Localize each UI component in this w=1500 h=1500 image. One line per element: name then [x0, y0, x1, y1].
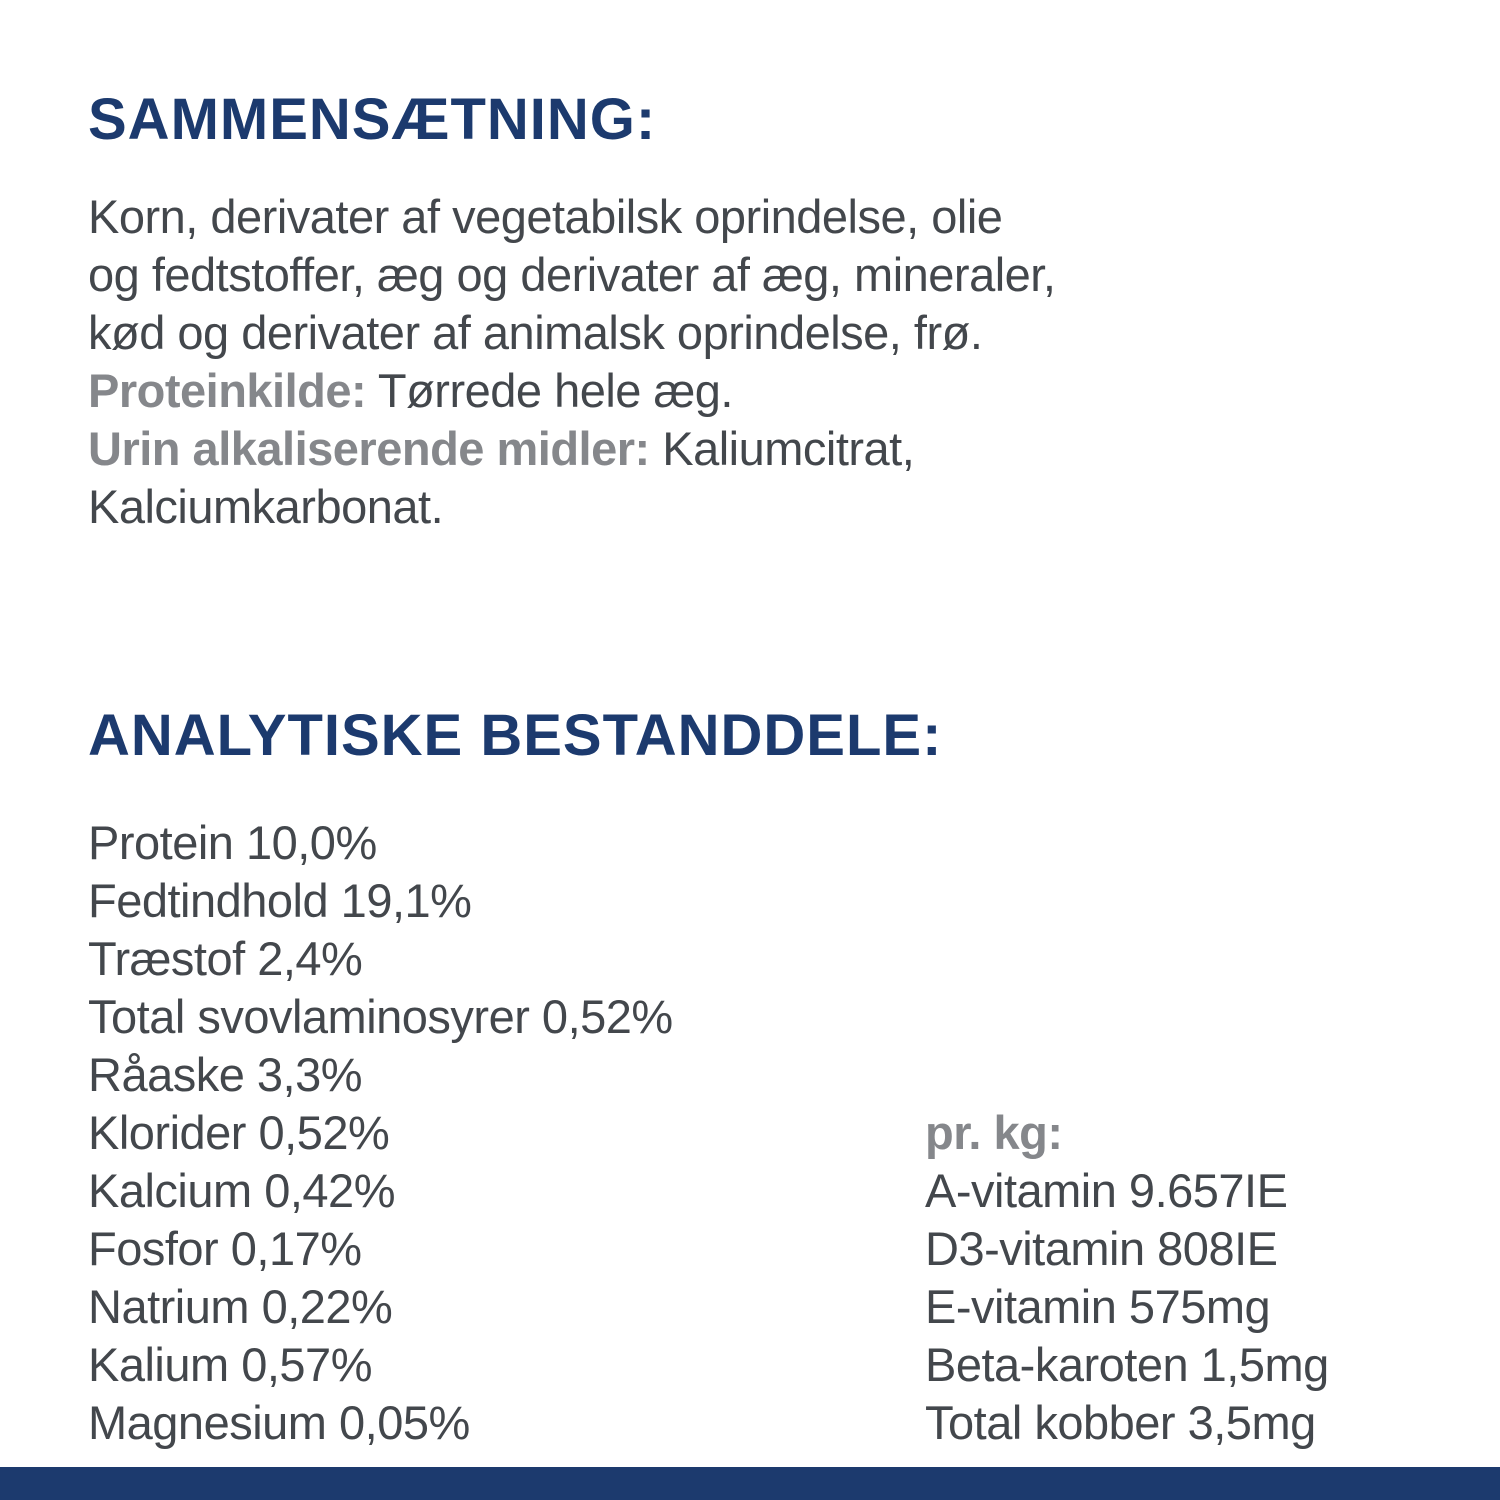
per-kg-item: E-vitamin 575mg: [925, 1280, 1271, 1333]
per-kg-item: A-vitamin 9.657IE: [925, 1164, 1288, 1217]
analytical-item: Natrium 0,22%: [88, 1280, 393, 1333]
analytical-item: Kalcium 0,42%: [88, 1164, 395, 1217]
composition-paragraph: [88, 188, 1055, 536]
urine-alkalizing-line: [88, 420, 1055, 478]
composition-line: og fedtstoffer, æg og derivater af æg, mineraler,: [88, 248, 1056, 301]
analytical-list: [88, 814, 673, 1452]
per-kg-heading: pr. kg:: [925, 1106, 1063, 1159]
analytical-item: Kalium 0,57%: [88, 1338, 372, 1391]
analytical-item: Total svovlaminosyrer 0,52%: [88, 990, 673, 1043]
per-kg-item: Beta-karoten 1,5mg: [925, 1338, 1329, 1391]
analytical-item: Fosfor 0,17%: [88, 1222, 362, 1275]
per-kg-block: [925, 1104, 1329, 1452]
analytical-item: Råaske 3,3%: [88, 1048, 363, 1101]
analytical-item: Træstof 2,4%: [88, 932, 363, 985]
urine-alkalizing-value: Kaliumcitrat,: [662, 422, 915, 475]
analytical-item: Klorider 0,52%: [88, 1106, 390, 1159]
footer-bar: [0, 1467, 1500, 1500]
composition-line: Korn, derivater af vegetabilsk oprindelse, olie: [88, 190, 1003, 243]
analytical-heading: ANALYTISKE BESTANDDELE:: [88, 703, 943, 768]
protein-source-value: Tørrede hele æg.: [377, 364, 733, 417]
composition-line: kød og derivater af animalsk oprindelse, frø.: [88, 306, 983, 359]
analytical-item: Magnesium 0,05%: [88, 1396, 470, 1449]
urine-alkalizing-line-continued: Kalciumkarbonat.: [88, 480, 444, 533]
per-kg-item: Total kobber 3,5mg: [925, 1396, 1316, 1449]
analytical-item: Fedtindhold 19,1%: [88, 874, 472, 927]
protein-source-line: [88, 362, 1055, 420]
protein-source-label: Proteinkilde:: [88, 364, 367, 417]
per-kg-item: D3-vitamin 808IE: [925, 1222, 1278, 1275]
composition-heading: SAMMENSÆTNING:: [88, 87, 657, 152]
urine-alkalizing-label: Urin alkaliserende midler:: [88, 422, 650, 475]
analytical-item: Protein 10,0%: [88, 816, 377, 869]
